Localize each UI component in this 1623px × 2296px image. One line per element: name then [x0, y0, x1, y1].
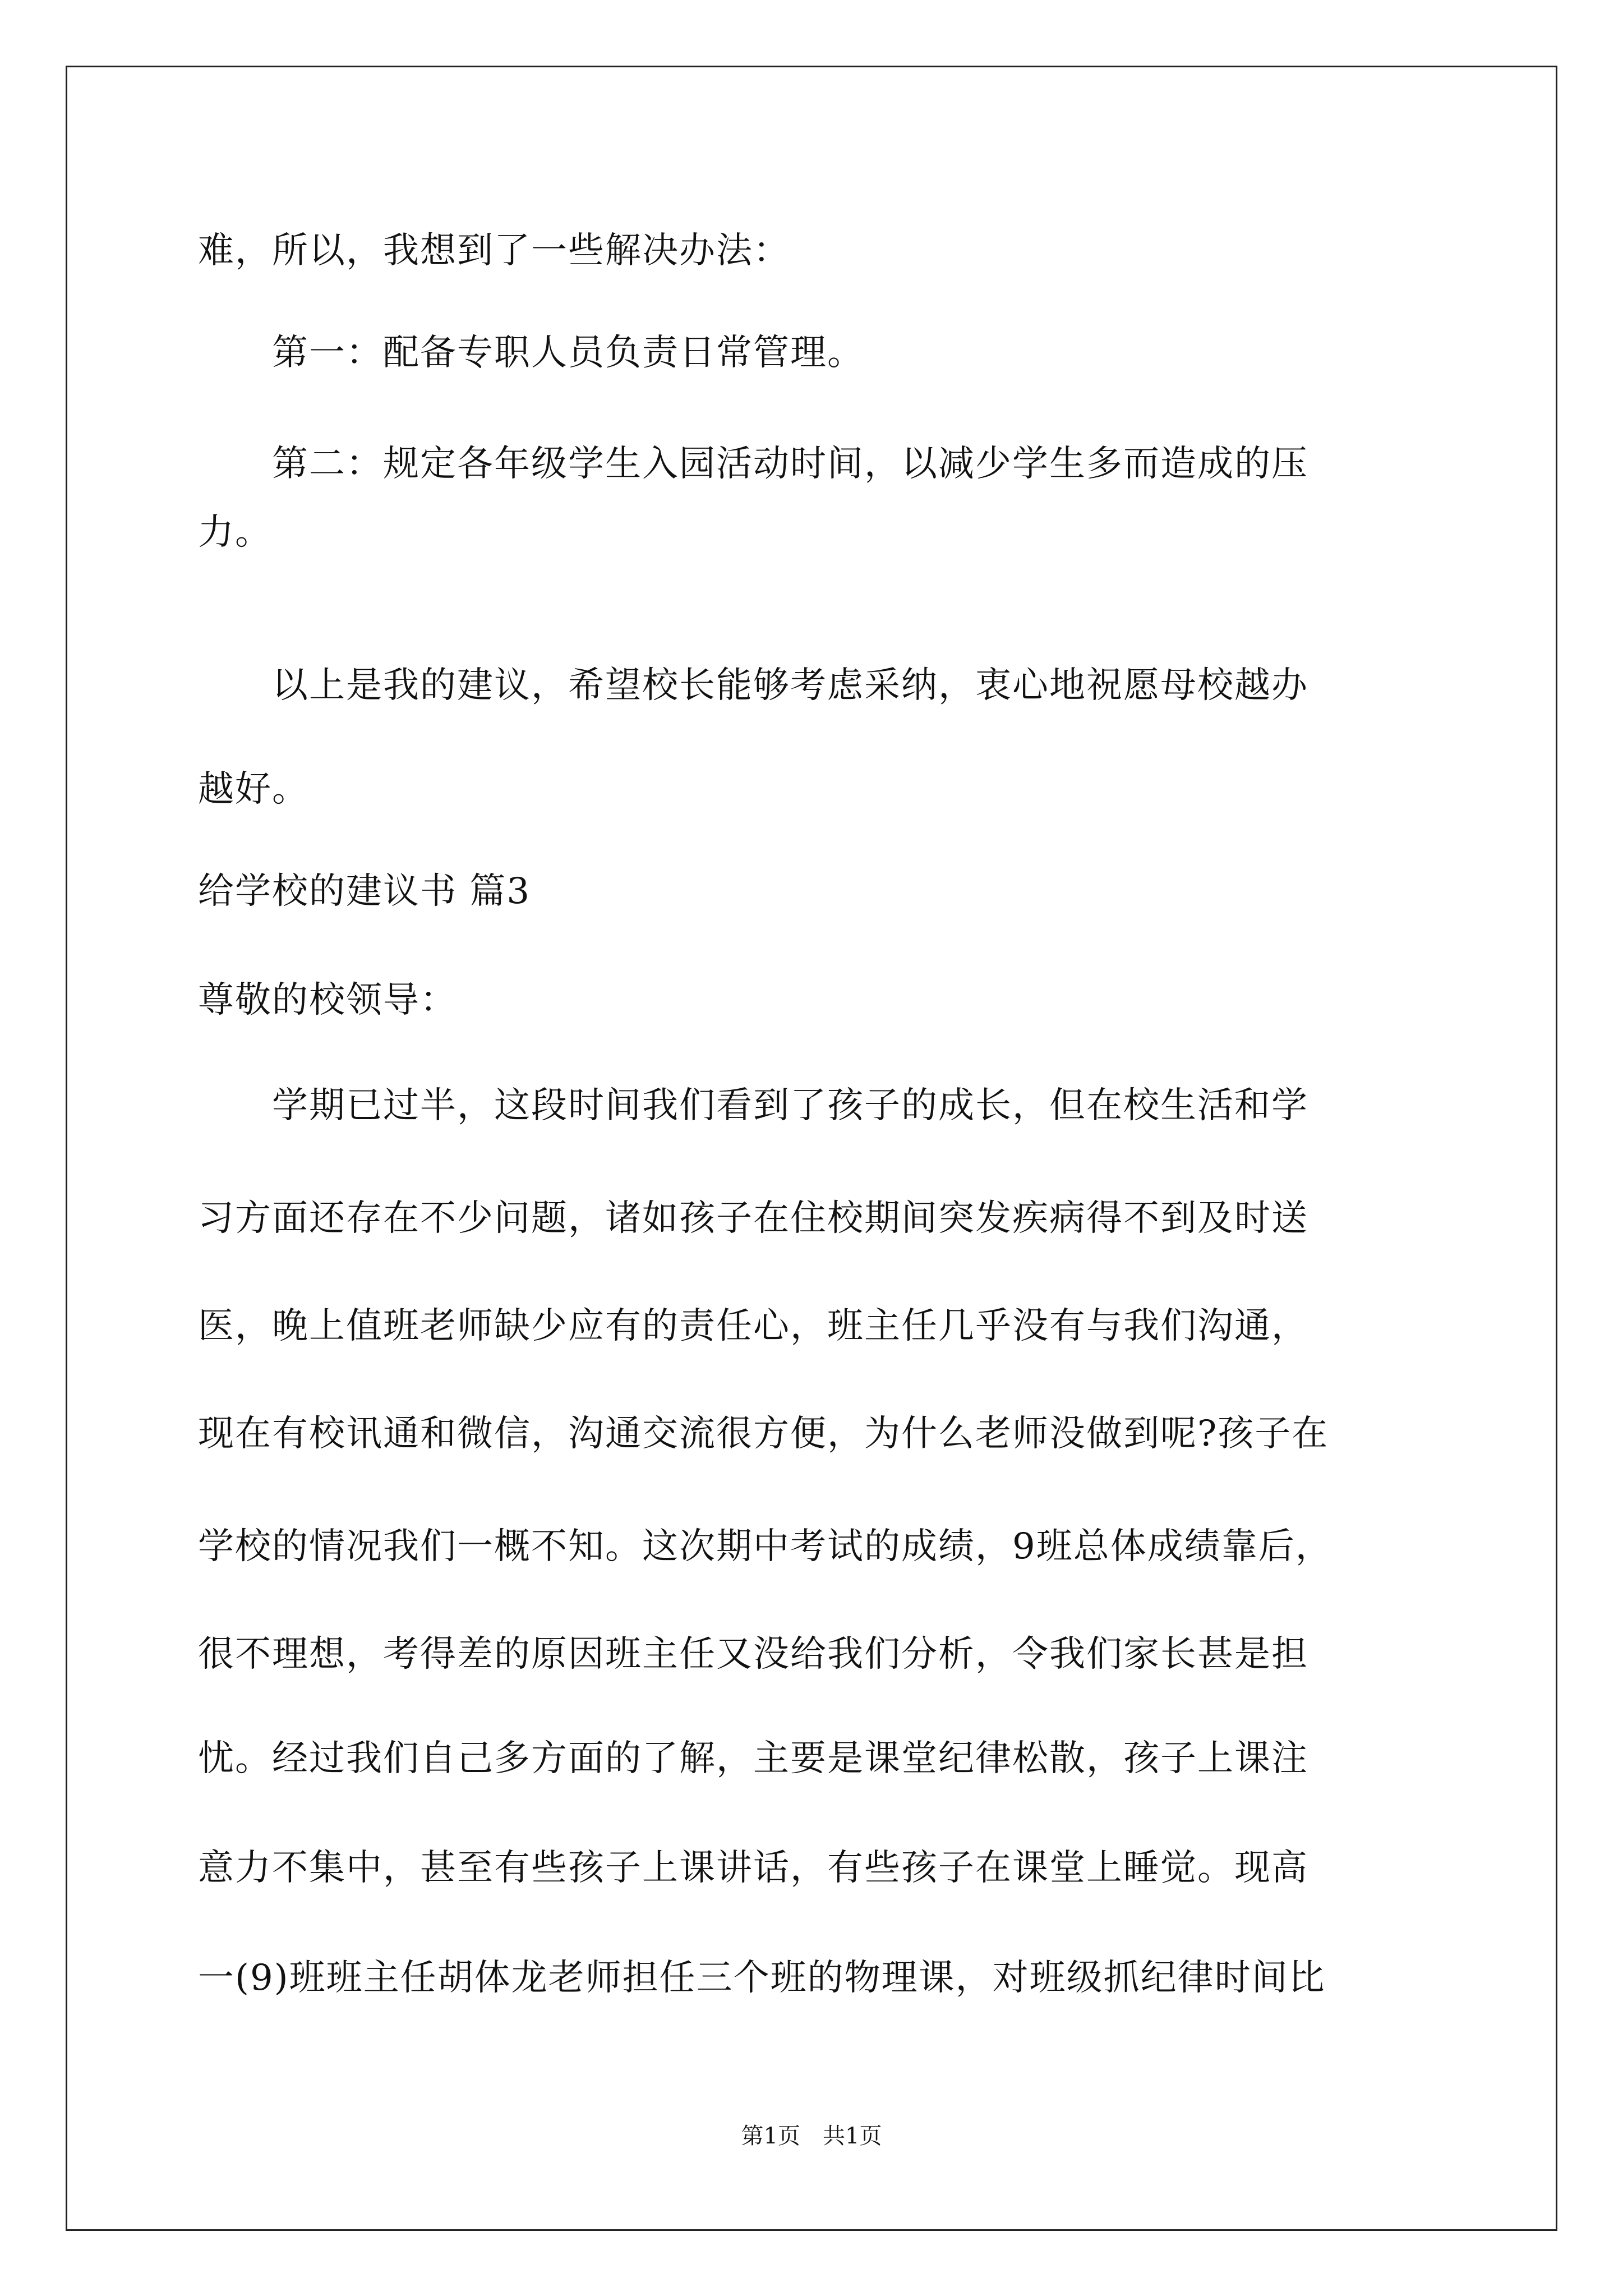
- body-line-12: 现在有校讯通和微信，沟通交流很方便，为什么老师没做到呢?孩子在: [198, 1413, 1329, 1455]
- body-line-1: 难，所以，我想到了一些解决办法：: [198, 230, 790, 272]
- body-line-17: 一(9)班班主任胡体龙老师担任三个班的物理课，对班级抓纪律时间比: [198, 1957, 1326, 1999]
- body-line-13: 学校的情况我们一概不知。这次期中考试的成绩，9班总体成绩靠后，: [198, 1526, 1332, 1567]
- body-line-9: 学期已过半，这段时间我们看到了孩子的成长，但在校生活和学: [198, 1085, 1308, 1126]
- body-line-11: 医，晚上值班老师缺少应有的责任心，班主任几乎没有与我们沟通，: [198, 1305, 1308, 1347]
- body-line-10: 习方面还存在不少问题，诸如孩子在住校期间突发疾病得不到及时送: [198, 1198, 1308, 1239]
- salutation: 尊敬的校领导：: [198, 979, 457, 1021]
- body-line-14: 很不理想，考得差的原因班主任又没给我们分析，令我们家长甚是担: [198, 1634, 1308, 1675]
- body-line-15: 忧。经过我们自己多方面的了解，主要是课堂纪律松散，孩子上课注: [198, 1738, 1308, 1779]
- page-border: [66, 66, 1557, 2231]
- body-line-16: 意力不集中，甚至有些孩子上课讲话，有些孩子在课堂上睡觉。现高: [198, 1847, 1308, 1889]
- body-line-2: 第一：配备专职人员负责日常管理。: [198, 332, 864, 374]
- body-line-5: 以上是我的建议，希望校长能够考虑采纳，衷心地祝愿母校越办: [198, 665, 1308, 706]
- page-footer: 第1页 共1页: [741, 2123, 882, 2149]
- body-line-6: 越好。: [198, 769, 309, 810]
- body-line-4: 力。: [198, 512, 272, 553]
- section-heading: 给学校的建议书 篇3: [198, 871, 531, 912]
- body-line-3: 第二：规定各年级学生入园活动时间，以减少学生多而造成的压: [198, 443, 1308, 485]
